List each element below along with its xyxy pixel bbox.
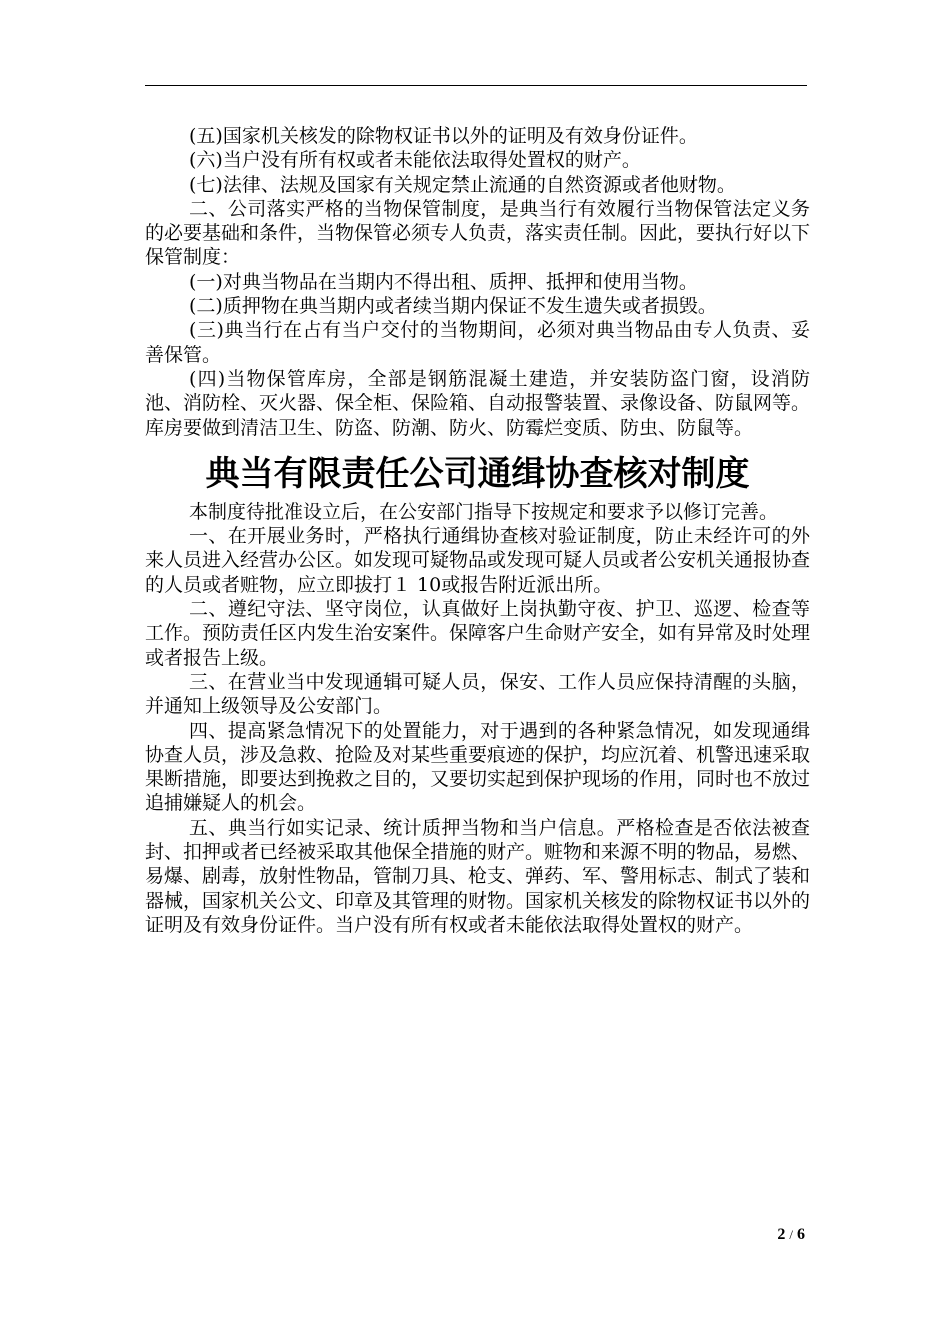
paragraph: 五、典当行如实记录、统计质押当物和当户信息。严格检查是否依法被查封、扣押或者已经被采取其他保全措施的财产。赃物和来源不明的物品，易燃、易爆、剧毒，放射性物品，管制刀具、枪支、弹药、军、警用标志、制式了装和器械，国家机关公文、印章及其管理的财物。国家机关核发的除物权证书以外的证明及有效身份证件。当户没有所有权或者未能依法取得处置权的财产。 [145,816,811,936]
paragraph: 四、提高紧急情况下的处置能力，对于遇到的各种紧急情况，如发现通缉协查人员，涉及急救、抢险及对某些重要痕迹的保护，均应沉着、机警迅速采取果断措施，即要达到挽救之目的，又要切实起到保护现场的作用，同时也不放过追捕嫌疑人的机会。 [145,719,811,815]
document-body [145,124,810,937]
paragraph: 二、遵纪守法、坚守岗位，认真做好上岗执勤守夜、护卫、巡逻、检查等工作。预防责任区内发生治安案件。保障客户生命财产安全，如有异常及时处理或者报告上级。 [145,598,811,669]
paragraph: (二)质押物在典当期内或者续当期内保证不发生遗失或者损毁。 [189,295,717,318]
paragraph: 一、在开展业务时，严格执行通缉协查核对验证制度，防止未经许可的外来人员进入经营办公区。如发现可疑物品或发现可疑人员或者公安机关通报协查的人员或者赃物，应立即拔打１ 10或报告附近派出所。 [145,525,811,596]
paragraph: (五)国家机关核发的除物权证书以外的证明及有效身份证件。 [189,125,698,147]
header-rule [145,85,807,86]
paragraph: (三)典当行在占有当户交付的当物期间，必须对典当物品由专人负责、妥善保管。 [145,319,810,366]
paragraph: (七)法律、法规及国家有关规定禁止流通的自然资源或者他财物。 [189,173,736,196]
paragraph: (六)当户没有所有权或者未能依法取得处置权的财产。 [189,149,641,172]
paragraph: (四)当物保管库房，全部是钢筋混凝土建造，并安装防盗门窗，设消防池、消防栓、灭火器、保全柜、保险箱、自动报警装置、录像设备、防鼠网等。库房要做到清洁卫生、防盗、防潮、防火、防霉烂变质、防虫、防鼠等。 [145,367,811,439]
paragraph: 本制度待批准设立后，在公安部门指导下按规定和要求予以修订完善。 [189,500,779,523]
paragraph: 二、公司落实严格的当物保管制度，是典当行有效履行当物保管法定义务的必要基础和条件，当物保管必须专人负责，落实责任制。因此，要执行好以下保管制度： [145,197,811,269]
page-current: 2 [777,1226,786,1243]
section-title: 典当有限责任公司通缉协查核对制度 [205,453,750,494]
page-total: 6 [797,1226,805,1243]
paragraph: (一)对典当物品在当期内不得出租、质押、抵押和使用当物。 [189,270,698,293]
page-separator: / [789,1227,793,1242]
paragraph: 三、在营业当中发现通辑可疑人员，保安、工作人员应保持清醒的头脑，并通知上级领导及公安部门。 [145,670,810,718]
page-number [777,1226,805,1244]
